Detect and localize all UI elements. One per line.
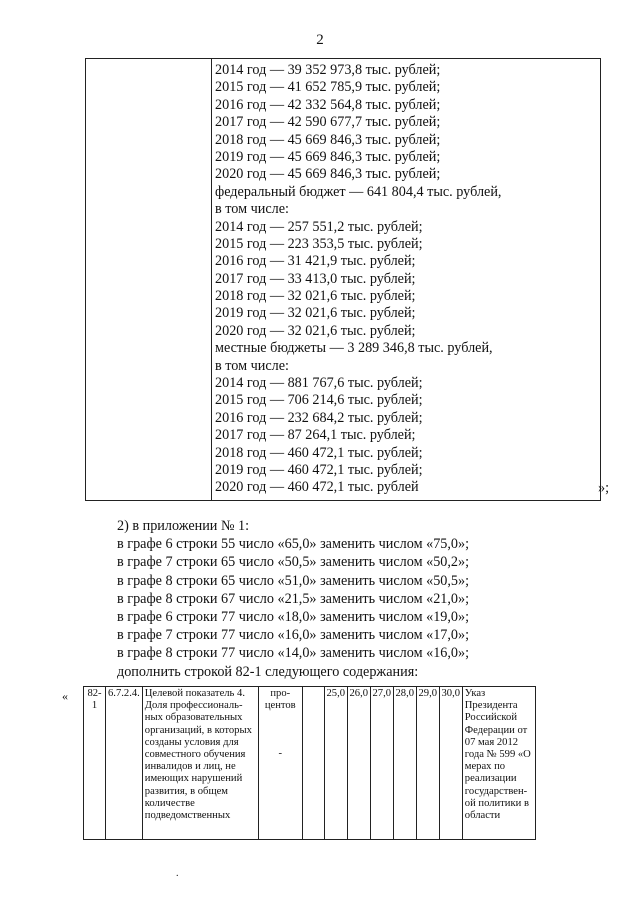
funding-line: 2016 год — 232 684,2 тыс. рублей; <box>215 409 423 426</box>
funding-line: 2018 год — 460 472,1 тыс. рублей; <box>215 444 423 461</box>
amendment-heading: 2) в приложении № 1: <box>117 518 250 534</box>
funding-line: 2015 год — 223 353,5 тыс. рублей; <box>215 235 423 252</box>
funding-line: 2019 год — 32 021,6 тыс. рублей; <box>215 305 416 322</box>
amendment-line: в графе 8 строки 65 число «51,0» заменить числом «50,5»; <box>117 572 470 589</box>
funding-line: 2020 год — 460 472,1 тыс. рублей <box>215 479 419 496</box>
amendment-line: в графе 6 строки 55 число «65,0» заменить числом «75,0»; <box>117 536 470 553</box>
amendment-line: в графе 7 строки 77 число «16,0» заменить числом «17,0»; <box>117 627 470 644</box>
funding-lines <box>215 62 596 497</box>
unit-text: про-центов <box>264 688 296 712</box>
funding-line: 2014 год — 39 352 973,8 тыс. рублей; <box>215 62 441 78</box>
funding-line: 2017 год — 42 590 677,7 тыс. рублей; <box>215 114 441 131</box>
opening-quote-mark: « <box>62 689 68 703</box>
funding-line: 2019 год — 45 669 846,3 тыс. рублей; <box>215 148 441 165</box>
table-divider <box>211 59 212 500</box>
funding-line: местные бюджеты — 3 289 346,8 тыс. рублей, <box>215 340 493 357</box>
funding-line: 2018 год — 45 669 846,3 тыс. рублей; <box>215 131 441 148</box>
funding-line: 2015 год — 706 214,6 тыс. рублей; <box>215 392 423 409</box>
amendment-line: в графе 8 строки 67 число «21,5» заменить числом «21,0»; <box>117 590 470 607</box>
stray-mark: . <box>176 868 179 879</box>
funding-line: 2015 год — 41 652 785,9 тыс. рублей; <box>215 79 441 96</box>
funding-line: 2018 год — 32 021,6 тыс. рублей; <box>215 288 416 305</box>
amendment-line: в графе 8 строки 77 число «14,0» заменить числом «16,0»; <box>117 645 470 662</box>
funding-line: 2016 год — 31 421,9 тыс. рублей; <box>215 253 416 270</box>
closing-quote-mark: »; <box>598 480 610 496</box>
funding-line: 2020 год — 32 021,6 тыс. рублей; <box>215 322 416 339</box>
amendment-line: в графе 6 строки 77 число «18,0» заменить числом «19,0»; <box>117 608 470 625</box>
unit-cell <box>258 687 302 840</box>
amendment-line: в графе 7 строки 65 число «50,5» заменить числом «50,2»; <box>117 554 470 571</box>
funding-line: 2020 год — 45 669 846,3 тыс. рублей; <box>215 166 441 183</box>
funding-line: федеральный бюджет — 641 804,4 тыс. рублей, <box>215 183 502 200</box>
funding-line: 2017 год — 33 413,0 тыс. рублей; <box>215 270 416 287</box>
dash-mark: - <box>278 748 283 760</box>
value-cell: 28,0 <box>393 687 416 840</box>
value-cell: 27,0 <box>370 687 393 840</box>
funding-line: 2017 год — 87 264,1 тыс. рублей; <box>215 427 416 444</box>
amendments <box>117 517 597 681</box>
funding-line: 2019 год — 460 472,1 тыс. рублей; <box>215 461 423 478</box>
amendment-line: дополнить строкой 82-1 следующего содержания: <box>117 663 419 680</box>
funding-table <box>85 58 601 501</box>
table-row <box>84 687 536 840</box>
value-cell: 30,0 <box>439 687 462 840</box>
indicator-cell: Целевой показатель 4. Доля профессиональ-ных образовательных организаций, в которых созданы условия для совместного обучения инвалидов и лиц, не имеющих нарушений развития, в общем количестве подведомственных <box>142 687 258 840</box>
value-cell: 26,0 <box>347 687 370 840</box>
funding-line: 2014 год — 881 767,6 тыс. рублей; <box>215 375 423 392</box>
funding-line: 2014 год — 257 551,2 тыс. рублей; <box>215 218 423 235</box>
value-cell: 25,0 <box>324 687 347 840</box>
value-cell: 29,0 <box>416 687 439 840</box>
empty-cell <box>302 687 324 840</box>
funding-line: в том числе: <box>215 357 289 374</box>
funding-line: 2016 год — 42 332 564,8 тыс. рублей; <box>215 96 441 113</box>
funding-line: в том числе: <box>215 201 289 218</box>
new-row-table <box>83 686 536 840</box>
row-code-cell: 6.7.2.4. <box>106 687 143 840</box>
page-number: 2 <box>316 32 324 48</box>
row-number-cell: 82-1 <box>84 687 106 840</box>
legal-basis-cell: Указ Президента Российской Федерации от 07 мая 2012 года № 599 «О мерах по реализации государствен-ой политики в области <box>462 687 535 840</box>
